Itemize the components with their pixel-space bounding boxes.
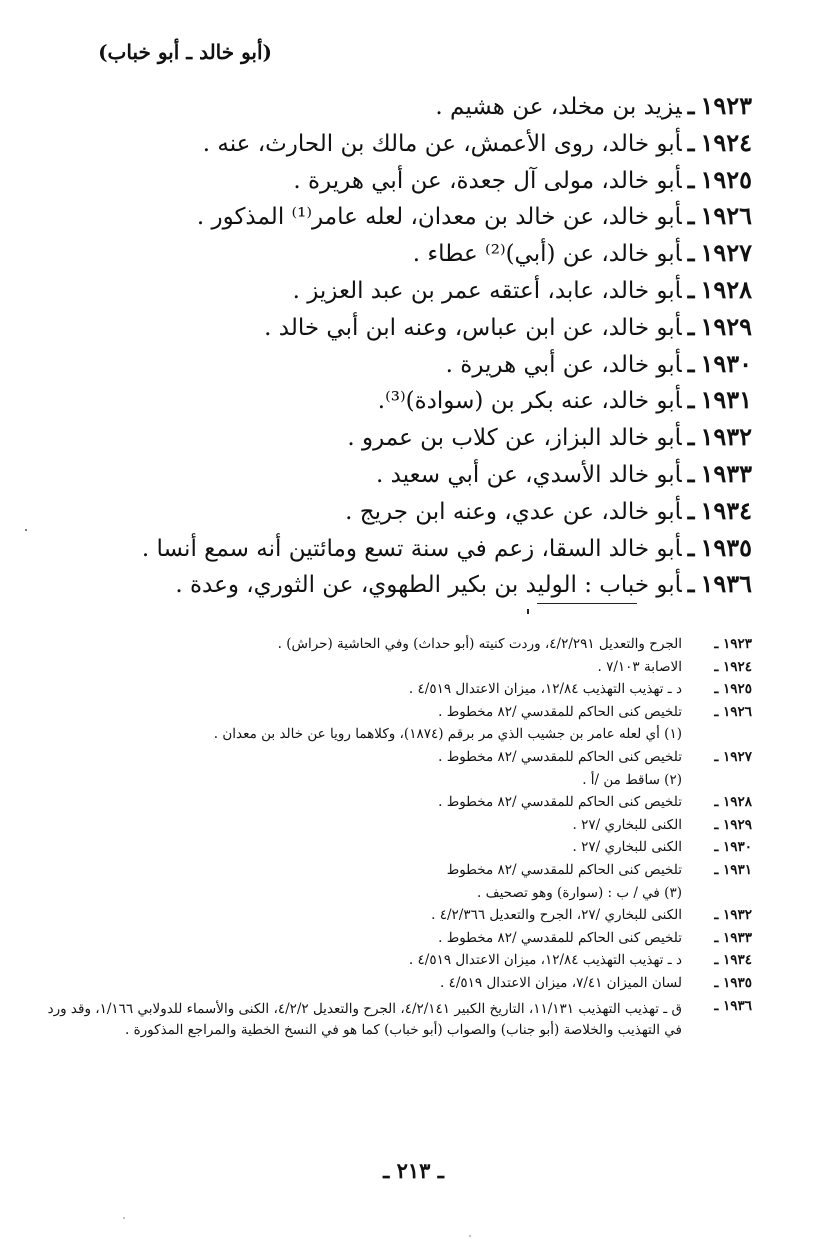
- note-number: ١٩٢٦ ـ: [714, 703, 752, 720]
- note-1935: [42, 972, 752, 995]
- note-number: ١٩٣١ ـ: [714, 861, 752, 878]
- entry-text: أبو خالد الأسدي، عن أبي سعيد .: [376, 461, 682, 488]
- entry-text: أبو خالد، عن أبي هريرة .: [445, 351, 682, 378]
- divider-line: [537, 603, 637, 604]
- reference-notes: [42, 633, 752, 1041]
- footnote-2: (٢) ساقط من /أ .: [582, 771, 682, 788]
- note-1930: [42, 836, 752, 859]
- note-number: ١٩٢٩ ـ: [714, 816, 752, 833]
- entry-1928: [52, 272, 752, 309]
- note-number: ١٩٣٥ ـ: [714, 974, 752, 991]
- entry-list: [52, 88, 752, 603]
- entry-text: أبو خالد السقا، زعم في سنة تسع ومائتين أنه سمع أنسا .: [141, 535, 682, 562]
- note-text: تلخيص كنى الحاكم للمقدسي /٨٢ مخطوط .: [438, 703, 682, 720]
- entry-1929: [52, 309, 752, 346]
- footnote-1: (١) أي لعله عامر بن جشيب الذي مر برقم (١٨٧٤)، وكلاهما رويا عن خالد بن معدان .: [213, 726, 682, 743]
- entry-number: ١٩٢٩: [700, 311, 752, 341]
- entry-text: أبو خالد، مولى آل جعدة، عن أبي هريرة .: [293, 167, 682, 194]
- entry-number: ١٩٣٣: [700, 458, 752, 488]
- note-text: الكنى للبخاري /٢٧ .: [572, 816, 682, 833]
- note-text: تلخيص كنى الحاكم للمقدسي /٨٢ مخطوط .: [438, 794, 682, 811]
- note-1928: [42, 791, 752, 814]
- footnote-3: (٣) في / ب : (سوارة) وهو تصحيف .: [477, 884, 682, 901]
- note-1936: [42, 995, 752, 1041]
- entry-separator: ـ: [687, 350, 695, 378]
- entry-1935: [52, 530, 752, 567]
- entry-1926: [52, 198, 752, 235]
- entry-text: أبو خالد، عن خالد بن معدان، لعله عامر⁽¹⁾ المذكور .: [196, 204, 682, 231]
- entry-text: أبو خباب : الوليد بن بكير الطهوي، عن الثوري، وعدة .: [175, 572, 682, 599]
- entry-text: يزيد بن مخلد، عن هشيم .: [435, 94, 682, 120]
- entry-1925: [52, 162, 752, 199]
- note-1931: [42, 859, 752, 882]
- entry-number: ١٩٢٧: [700, 238, 752, 268]
- footnote-rule: [537, 603, 637, 604]
- note-number: ١٩٣٠ ـ: [714, 839, 752, 856]
- entry-number: ١٩٢٤: [700, 127, 752, 157]
- entry-separator: ـ: [687, 166, 695, 194]
- entry-separator: ـ: [687, 460, 695, 488]
- entry-1927: [52, 235, 752, 272]
- entry-number: ١٩٣٦: [700, 569, 752, 599]
- note-number: ١٩٢٨ ـ: [714, 794, 752, 811]
- note-number: ١٩٢٥ ـ: [714, 681, 752, 698]
- entry-separator: ـ: [687, 313, 695, 341]
- entry-number: ١٩٣٥: [700, 532, 752, 562]
- entry-1932: [52, 419, 752, 456]
- entry-text: أبو خالد، عن ابن عباس، وعنه ابن أبي خالد .: [264, 314, 682, 341]
- entry-1924: [52, 125, 752, 162]
- note-text: الكنى للبخاري /٢٧ .: [572, 839, 682, 856]
- note-text: د ـ تهذيب التهذيب ١٢/٨٤، ميزان الاعتدال ٤/٥١٩ .: [408, 952, 682, 969]
- note-1927: [42, 746, 752, 769]
- entry-number: ١٩٣٢: [700, 422, 752, 452]
- entry-separator: ـ: [687, 240, 695, 268]
- note-text: الاصابة ٧/١٠٣ .: [597, 658, 682, 675]
- note-number: ١٩٢٧ ـ: [714, 748, 752, 765]
- entry-number: ١٩٣١: [700, 385, 752, 415]
- entry-1923: [52, 88, 752, 125]
- note-text: لسان الميزان ٧/٤١، ميزان الاعتدال ٤/٥١٩ .: [440, 974, 682, 991]
- note-1932: [42, 904, 752, 927]
- note-1934: [42, 949, 752, 972]
- entry-text: أبو خالد، عنه بكر بن (سوادة)⁽³⁾.: [377, 388, 682, 415]
- entry-text: أبو خالد، عن عدي، وعنه ابن جريج .: [345, 498, 682, 525]
- entry-separator: ـ: [687, 571, 695, 599]
- entry-1931: [52, 382, 752, 419]
- note-1924: [42, 656, 752, 679]
- entry-separator: ـ: [687, 387, 695, 415]
- note-text: ق ـ تهذيب التهذيب ١١/١٣١، التاريخ الكبير ٤/٢/١٤١، الجرح والتعديل ٤/٢/٢، الكنى والأسماء للدولابي ١/١٦٦، وقد ورد في التهذيب والخلاصة (أبو جناب) والصواب (أبو خباب) كما هو في النسخ الخطية والمراجع المذكورة .: [47, 1000, 682, 1038]
- note-number: ١٩٣٢ ـ: [714, 907, 752, 924]
- note-1933: [42, 927, 752, 950]
- note-text: تلخيص كنى الحاكم للمقدسي /٨٢ مخطوط .: [438, 929, 682, 946]
- entry-separator: ـ: [687, 276, 695, 304]
- note-1926: [42, 701, 752, 724]
- entry-separator: ـ: [687, 203, 695, 231]
- entry-text: أبو خالد البزاز، عن كلاب بن عمرو .: [347, 425, 682, 452]
- running-header: (أبو خالد ـ أبو خباب): [98, 40, 272, 64]
- note-1929: [42, 814, 752, 837]
- entry-1930: [52, 346, 752, 383]
- divider-tick: [527, 609, 529, 614]
- entry-1936: [52, 566, 752, 603]
- scan-speck: [25, 529, 27, 531]
- entry-number: ١٩٢٨: [700, 274, 752, 304]
- entry-number: ١٩٣٤: [700, 495, 752, 525]
- entry-separator: ـ: [687, 534, 695, 562]
- entry-text: أبو خالد، روى الأعمش، عن مالك بن الحارث، عنه .: [202, 130, 682, 157]
- note-number: ١٩٣٣ ـ: [714, 929, 752, 946]
- note-text: د ـ تهذيب التهذيب ١٢/٨٤، ميزان الاعتدال ٤/٥١٩ .: [408, 681, 682, 698]
- note-number: ١٩٢٣ ـ: [714, 636, 752, 652]
- note-text: تلخيص كنى الحاكم للمقدسي /٨٢ مخطوط: [446, 861, 682, 878]
- scan-speck: [469, 1235, 471, 1237]
- entry-number: ١٩٢٥: [700, 164, 752, 194]
- entry-text: أبو خالد، عن (أبي)⁽²⁾ عطاء .: [412, 241, 682, 268]
- entry-1934: [52, 493, 752, 530]
- note-1923: [42, 633, 752, 656]
- scan-speck: [123, 1217, 125, 1219]
- entry-text: أبو خالد، عابد، أعتقه عمر بن عبد العزيز .: [292, 277, 682, 304]
- entry-separator: ـ: [687, 93, 695, 120]
- entry-1933: [52, 456, 752, 493]
- entry-number: ١٩٢٦: [700, 201, 752, 231]
- note-text: تلخيص كنى الحاكم للمقدسي /٨٢ مخطوط .: [438, 748, 682, 765]
- note-number: ١٩٢٤ ـ: [714, 658, 752, 675]
- note-text: الجرح والتعديل ٤/٢/٢٩١، وردت كنيته (أبو حداث) وفي الحاشية (حراش) .: [277, 636, 682, 652]
- note-text: الكنى للبخاري /٢٧، الجرح والتعديل ٤/٢/٣٦٦ .: [431, 907, 682, 924]
- entry-number: ١٩٢٣: [700, 91, 752, 120]
- note-1925: [42, 678, 752, 701]
- entry-number: ١٩٣٠: [700, 348, 752, 378]
- note-number: ١٩٣٤ ـ: [714, 952, 752, 969]
- note-number: ١٩٣٦ ـ: [714, 997, 752, 1014]
- entry-separator: ـ: [687, 424, 695, 452]
- entry-separator: ـ: [687, 129, 695, 157]
- entry-separator: ـ: [687, 497, 695, 525]
- page-number: ـ ٢١٣ ـ: [383, 1158, 444, 1183]
